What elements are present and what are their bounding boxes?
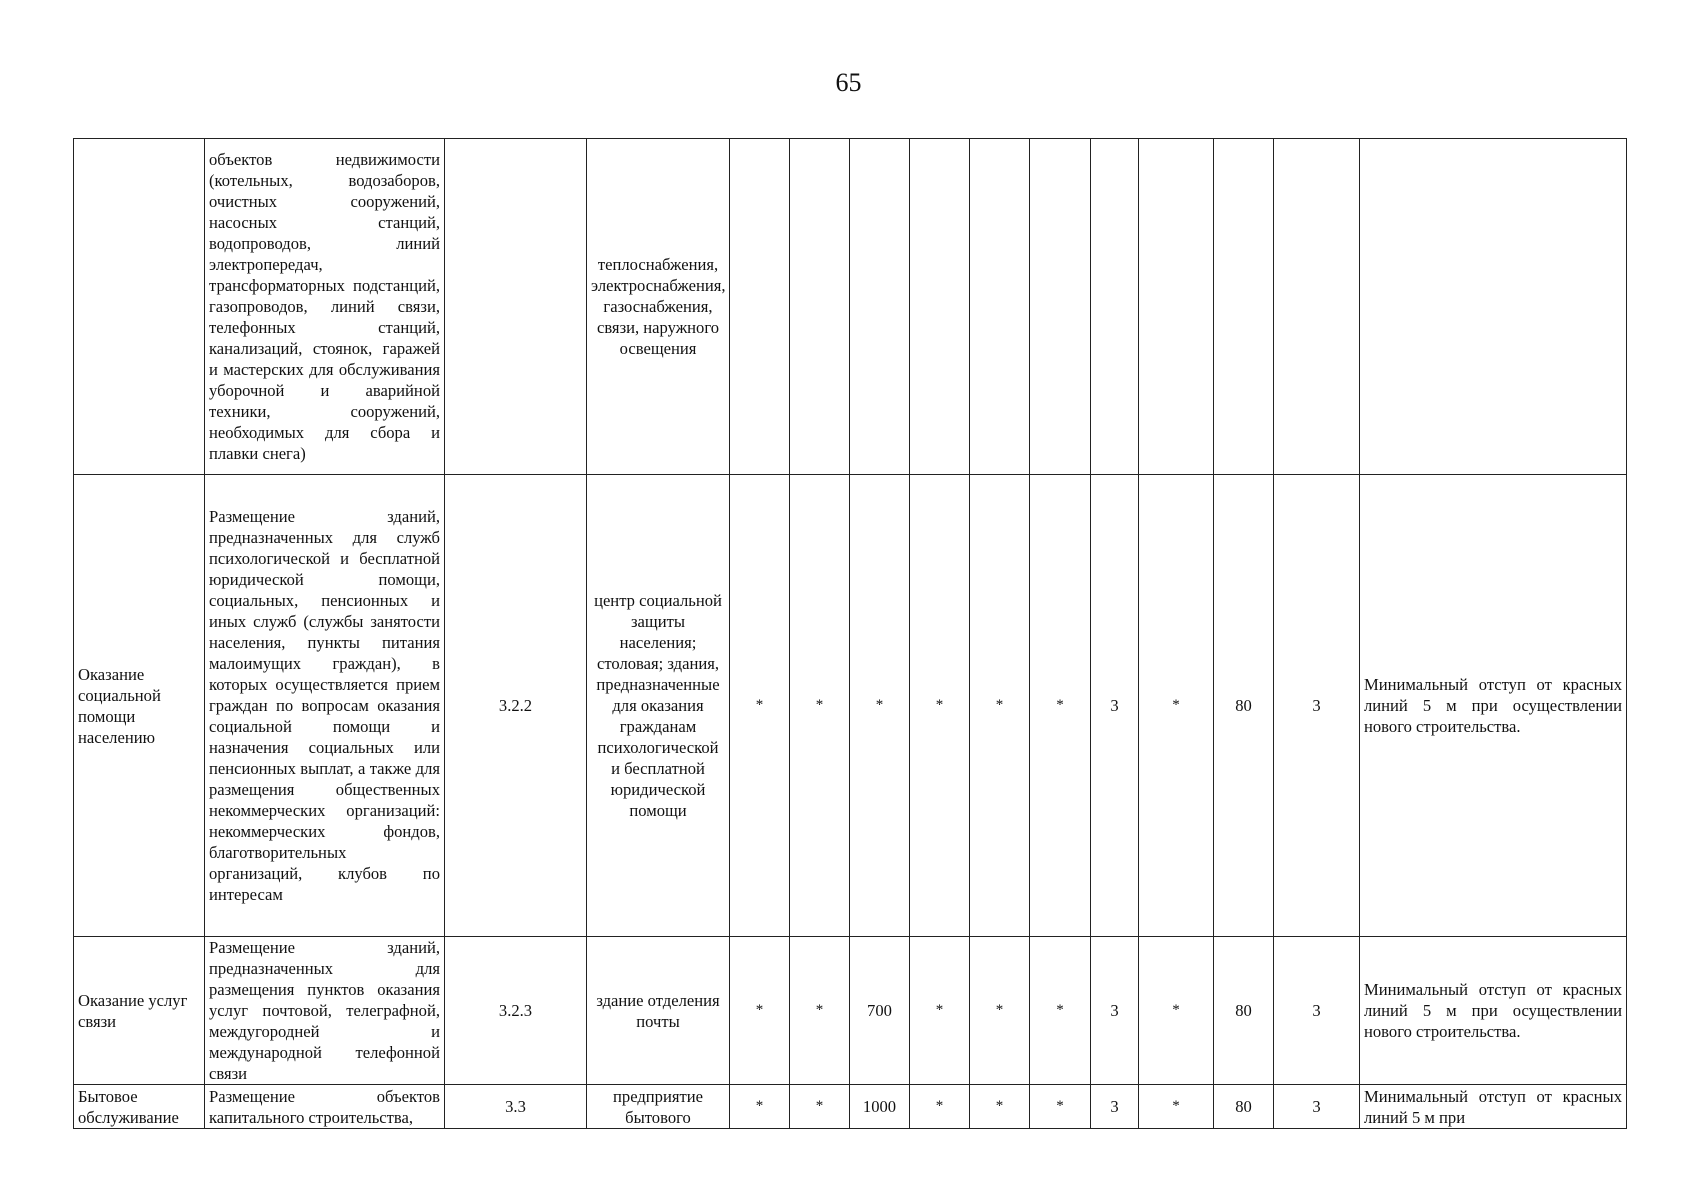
cell-examples: теплоснабжения, электроснабжения, газоснабжения, связи, наружного освещения [587,139,730,475]
cell-code: 3.2.2 [445,475,587,937]
cell-value: * [970,475,1030,937]
cell-name: Бытовое обслуживание [74,1085,205,1129]
table-row [74,1085,1627,1129]
cell-examples: предприятие бытового [587,1085,730,1129]
cell-value: * [1030,937,1091,1085]
cell-value: * [1139,1085,1214,1129]
page-number: 65 [835,68,862,97]
cell-note [1360,139,1627,475]
cell-value: * [1139,475,1214,937]
cell-value [1214,139,1274,475]
cell-value: * [790,1085,850,1129]
cell-value: * [730,1085,790,1129]
cell-name [74,139,205,475]
cell-value: * [910,937,970,1085]
cell-description: Размещение зданий, предназначенных для служб психологической и бесплатной юридической помощи, социальных, пенсионных и иных служб (службы занятости населения, пункты питания малоимущих граждан), в которых осуществляется прием граждан по вопросам оказания социальной помощи и назначения социальных или пенсионных выплат, а также для размещения общественных некоммерческих организаций: некоммерческих фондов, благотворительных организаций, клубов по интересам [205,475,445,937]
cell-value: * [910,475,970,937]
cell-examples: центр социальной защиты населения; столовая; здания, предназначенные для оказания гражданам психологической и бесплатной юридической помощи [587,475,730,937]
cell-value: * [910,1085,970,1129]
cell-description: Размещение зданий, предназначенных для размещения пунктов оказания услуг почтовой, телеграфной, междугородней и международной телефонной связи [205,937,445,1085]
cell-value: * [1030,1085,1091,1129]
cell-value: * [790,937,850,1085]
cell-value [790,139,850,475]
table-row [74,475,1627,937]
cell-value [970,139,1030,475]
cell-description: объектов недвижимости (котельных, водозаборов, очистных сооружений, насосных станций, водопроводов, линий электропередач, трансформаторных подстанций, газопроводов, линий связи, телефонных станций, канализаций, стоянок, гаражей и мастерских для обслуживания уборочной и аварийной техники, сооружений, необходимых для сбора и плавки снега) [205,139,445,475]
cell-value: * [730,937,790,1085]
cell-value: * [1030,475,1091,937]
cell-name: Оказание социальной помощи населению [74,475,205,937]
cell-note: Минимальный отступ от красных линий 5 м при осуществлении нового строительства. [1360,475,1627,937]
cell-value: 3 [1091,1085,1139,1129]
cell-code: 3.3 [445,1085,587,1129]
cell-value: 3 [1091,937,1139,1085]
cell-value [1139,139,1214,475]
table-row [74,937,1627,1085]
cell-note: Минимальный отступ от красных линий 5 м при осуществлении нового строительства. [1360,937,1627,1085]
cell-value: 80 [1214,475,1274,937]
cell-value [730,139,790,475]
cell-value: 3 [1274,475,1360,937]
cell-value [1030,139,1091,475]
cell-value: * [790,475,850,937]
cell-description: Размещение объектов капитального строительства, [205,1085,445,1129]
cell-examples: здание отделения почты [587,937,730,1085]
cell-value [1091,139,1139,475]
cell-value: 3 [1091,475,1139,937]
regulations-table [73,138,1627,1129]
cell-value: 3 [1274,1085,1360,1129]
cell-value: * [970,937,1030,1085]
cell-note: Минимальный отступ от красных линий 5 м при [1360,1085,1627,1129]
cell-value [850,139,910,475]
cell-value: * [970,1085,1030,1129]
cell-code: 3.2.3 [445,937,587,1085]
cell-name: Оказание услуг связи [74,937,205,1085]
cell-value: * [1139,937,1214,1085]
cell-value: 1000 [850,1085,910,1129]
cell-value: 80 [1214,937,1274,1085]
cell-value: 80 [1214,1085,1274,1129]
cell-value: 700 [850,937,910,1085]
cell-value [910,139,970,475]
table-row [74,139,1627,475]
cell-value: * [850,475,910,937]
cell-value [1274,139,1360,475]
cell-code [445,139,587,475]
cell-value: * [730,475,790,937]
cell-value: 3 [1274,937,1360,1085]
